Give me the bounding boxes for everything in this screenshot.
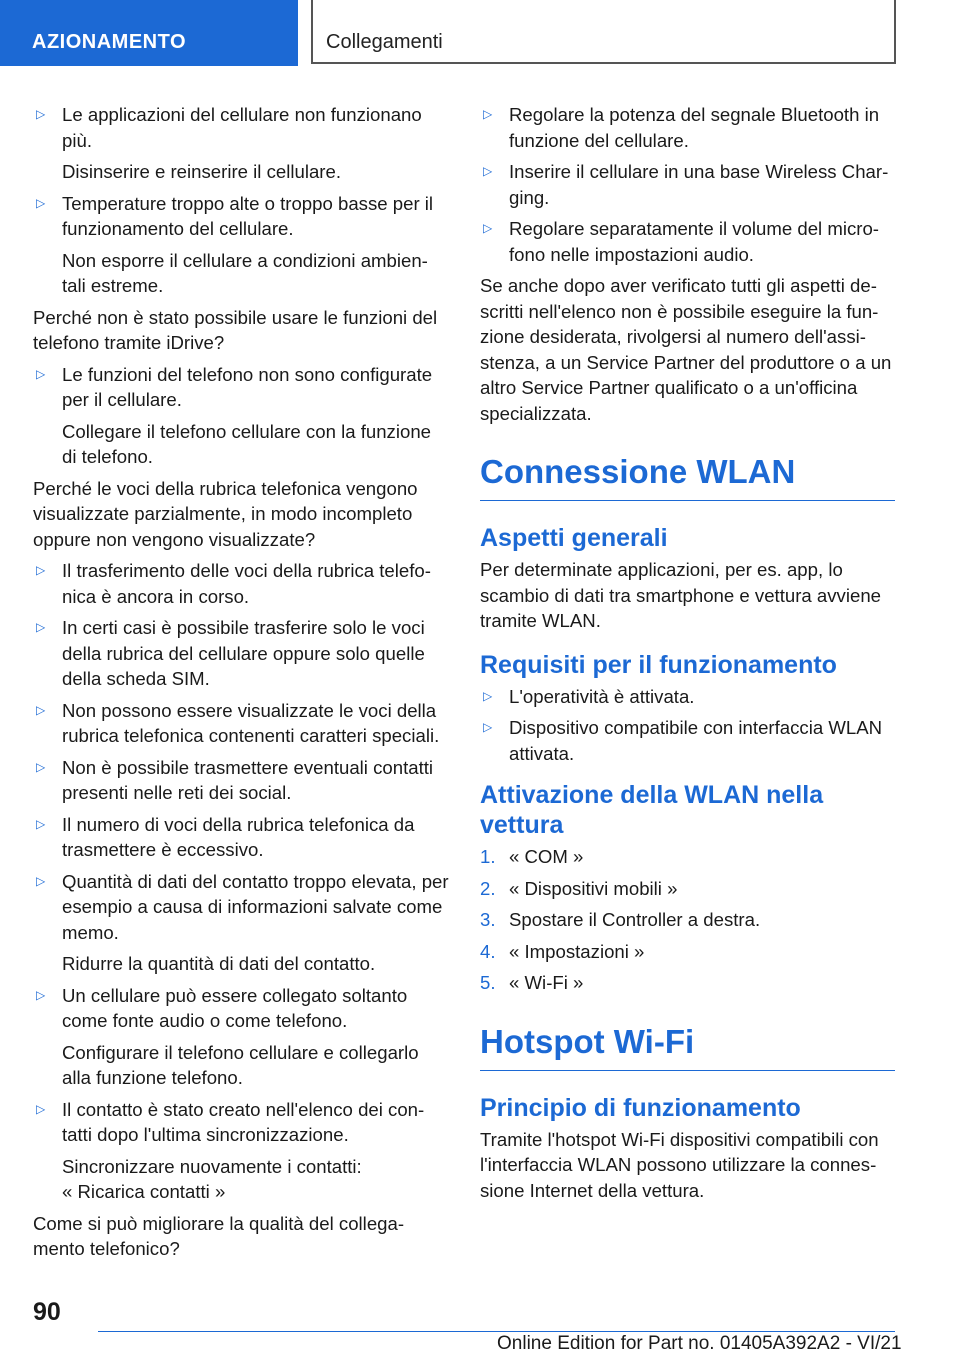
chapter-title: Collegamenti — [311, 0, 896, 64]
bullet-triangle-icon: ▷ — [483, 720, 493, 734]
step-number: 3. — [480, 909, 496, 930]
list-item-remedy: Disinserire e reinserire il cellulare. — [62, 161, 341, 182]
page-number: 90 — [33, 1298, 61, 1326]
list-item-remedy: Sincronizzare nuovamente i contatti: — [62, 1155, 362, 1177]
bullet-triangle-icon: ▷ — [483, 164, 493, 178]
list-item-remedy: Non esporre il cellulare a condizioni ambien- tali estreme. — [62, 249, 428, 296]
list-item: ▷ Non possono essere visualizzate le voci della rubrica telefonica contenenti caratteri speciali. — [36, 699, 440, 746]
bullet-triangle-icon: ▷ — [36, 620, 46, 634]
list-item: ▷ Il numero di voci della rubrica telefonica da trasmettere è eccessivo. — [36, 813, 415, 860]
bullet-triangle-icon: ▷ — [36, 195, 46, 210]
step-number: 2. — [480, 877, 496, 899]
heading-requisiti: Requisiti per il funzionamento — [480, 650, 837, 679]
list-item: ▷ Temperature troppo alte o troppo basse per il funzionamento del cellulare. — [36, 192, 434, 239]
question-text: Perché non è stato possibile usare le funzioni del telefono tramite iDrive? — [33, 306, 438, 353]
heading-attivazione-wlan: Attivazione della WLAN nella vettura — [480, 781, 824, 839]
bullet-triangle-icon: ▷ — [36, 987, 46, 1002]
list-item: ▷ Le applicazioni del cellulare non funzionano più. — [36, 104, 422, 151]
list-item: ▷ L'operatività è attivata. — [480, 684, 895, 710]
list-item: ▷ Le funzioni del telefono non sono configurate per il cellulare. — [36, 363, 433, 410]
list-item: ▷ In certi casi è possibile trasferire solo le voci della rubrica del cellulare oppure solo quelle della scheda SIM. — [36, 617, 425, 689]
list-item: ▷ Non è possibile trasmettere eventuali contatti presenti nelle reti dei social. — [36, 756, 434, 803]
step-item: 3. Spostare il Controller a destra. — [480, 907, 895, 933]
list-item: ▷ Quantità di dati del contatto troppo elevata, per esempio a causa di informazioni salvate come memo. — [36, 870, 449, 943]
heading-principio: Principio di funzionamento — [480, 1093, 801, 1122]
body-paragraph: Tramite l'hotspot Wi-Fi dispositivi compatibili con l'interfaccia WLAN possono utilizzare la connes- sione Internet della vettura. — [480, 1128, 879, 1201]
step-number: 5. — [480, 972, 496, 993]
list-item-remedy: Collegare il telefono cellulare con la funzione di telefono. — [62, 420, 432, 467]
step-number: 1. — [480, 846, 496, 867]
list-item: ▷ Il trasferimento delle voci della rubrica telefo- nica è ancora in corso. — [36, 560, 431, 607]
step-number: 4. — [480, 940, 496, 962]
body-paragraph: Se anche dopo aver verificato tutti gli aspetti de- scritti nell'elenco non è possibile eseguire la fun- zione desiderata, rivolgersi al numero dell'assi- stenza, a un Service Partner del produttore o a un altro Service Partner qualificato o a un'officina specializzata. — [480, 275, 892, 424]
heading-hotspot-wifi: Hotspot Wi-Fi — [480, 1022, 895, 1071]
list-item: ▷ Dispositivo compatibile con interfaccia WLAN attivata. — [483, 717, 883, 764]
bullet-triangle-icon: ▷ — [36, 1101, 46, 1116]
bullet-triangle-icon: ▷ — [36, 366, 46, 381]
list-item: ▷ Regolare la potenza del segnale Bluetooth in funzione del cellulare. — [483, 104, 880, 151]
section-tab: AZIONAMENTO — [0, 0, 298, 66]
list-item: ▷ Regolare separatamente il volume del micro- fono nelle impostazioni audio. — [483, 218, 879, 265]
left-column — [33, 102, 449, 1268]
bullet-triangle-icon: ▷ — [483, 107, 493, 121]
heading-aspetti-generali: Aspetti generali — [480, 524, 668, 552]
bullet-triangle-icon: ▷ — [483, 688, 493, 703]
right-column — [480, 102, 895, 1209]
bullet-triangle-icon: ▷ — [36, 759, 46, 774]
body-paragraph: Per determinate applicazioni, per es. app, lo scambio di dati tra smartphone e vettura avviene tramite WLAN. — [480, 559, 882, 631]
bullet-triangle-icon: ▷ — [36, 563, 46, 577]
list-item: ▷ Inserire il cellulare in una base Wireless Char- ging. — [483, 161, 889, 208]
step-item: 5. « Wi-Fi » — [480, 970, 895, 996]
footer-edition: Online Edition for Part no. 01405A392A2 - VI/21 — [497, 1333, 902, 1354]
list-item-remedy: « Ricarica contatti » — [62, 1181, 226, 1202]
step-item: 1. « COM » — [480, 844, 895, 870]
list-item: ▷ Un cellulare può essere collegato soltanto come fonte audio o come telefono. — [36, 984, 408, 1031]
question-text: Perché le voci della rubrica telefonica vengono visualizzate parzialmente, in modo incompleto oppure non vengono visualizzate? — [33, 477, 418, 550]
bullet-triangle-icon: ▷ — [36, 816, 46, 831]
step-item: 2. « Dispositivi mobili » — [480, 876, 895, 902]
list-item: ▷ Il contatto è stato creato nell'elenco dei con- tatti dopo l'ultima sincronizzazione. — [36, 1098, 425, 1145]
bullet-triangle-icon: ▷ — [483, 221, 493, 235]
bullet-triangle-icon: ▷ — [36, 107, 46, 121]
heading-connessione-wlan: Connessione WLAN — [480, 452, 895, 501]
footer-divider — [98, 1331, 895, 1332]
list-item-remedy: Ridurre la quantità di dati del contatto. — [62, 953, 376, 974]
page-header — [0, 0, 960, 66]
question-text: Come si può migliorare la qualità del collega- mento telefonico? — [33, 1212, 405, 1259]
bullet-triangle-icon: ▷ — [36, 873, 46, 888]
bullet-triangle-icon: ▷ — [36, 702, 46, 717]
step-item: 4. « Impostazioni » — [480, 939, 895, 965]
list-item-remedy: Configurare il telefono cellulare e collegarlo alla funzione telefono. — [62, 1041, 419, 1088]
